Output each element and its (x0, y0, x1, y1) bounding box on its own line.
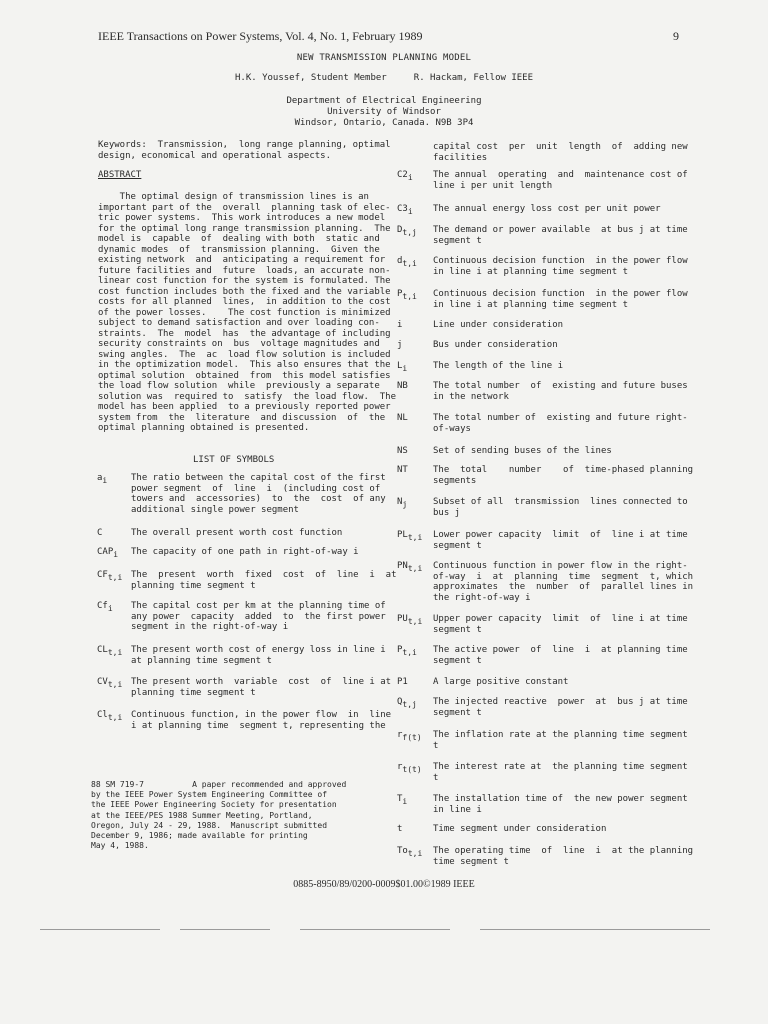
authors: H.K. Youssef, Student Member R. Hackam, Fellow IEEE (234, 73, 533, 83)
symbol-base: NL (397, 413, 408, 423)
symbol-definition: The present worth fixed cost of line i at planning time segment t (131, 570, 397, 591)
symbol (97, 677, 122, 690)
symbol-subscript: t,i (107, 572, 123, 582)
symbol-definition: The overall present worth cost function (131, 528, 343, 538)
symbol (397, 225, 417, 238)
symbol-definition: Time segment under consideration (433, 824, 607, 834)
symbol (397, 381, 408, 392)
symbol (397, 320, 402, 331)
symbol (397, 289, 417, 302)
symbol-subscript: t,i (407, 563, 423, 573)
symbol-definition: The operating time of line i at the planning time segment t (433, 846, 694, 867)
symbol-base: C2 (397, 170, 408, 180)
symbol-subscript: i (402, 363, 408, 373)
symbol-base: t (397, 824, 403, 834)
symbol-definition: Subset of all transmission lines connected to bus j (433, 497, 688, 518)
scan-rule (300, 929, 450, 930)
symbol-base: C3 (397, 204, 408, 214)
symbol-subscript: t,i (407, 532, 423, 542)
symbol-base: a (97, 473, 103, 483)
symbol-definition: Continuous decision function in the power flow in line i at planning time segment t (433, 289, 688, 310)
symbol-definition: A large positive constant (433, 677, 569, 687)
symbol-subscript: t,i (402, 647, 417, 657)
symbol-base: r (397, 730, 403, 740)
symbol (397, 824, 402, 835)
symbol-base: D (397, 225, 403, 235)
symbol (397, 340, 402, 351)
scan-rule (180, 929, 270, 930)
symbol-base: r (397, 762, 403, 772)
symbol-base: NB (397, 381, 408, 391)
symbol-definition: The present worth cost of energy loss in line i at planning time segment t (131, 645, 386, 666)
symbol (397, 846, 422, 859)
keywords: Keywords: Transmission, long range planning, optimal design, economical and operational aspects. (98, 140, 391, 161)
symbol-base: PL (397, 530, 408, 540)
symbol-base: P1 (397, 677, 408, 687)
symbol-subscript: i (402, 796, 408, 806)
symbol-base: CL (97, 645, 108, 655)
symbol (397, 614, 422, 627)
paper-title: NEW TRANSMISSION PLANNING MODEL (296, 53, 472, 63)
symbol-definition: The ratio between the capital cost of the first power segment of line i (including cost of towers and accessories) to the cost of any additional single power segment (131, 473, 386, 515)
symbol-subscript: t,j (402, 227, 417, 237)
symbol-base: CV (97, 677, 108, 687)
symbol-subscript: t,i (107, 679, 123, 689)
symbol-definition: The present worth variable cost of line i at planning time segment t (131, 677, 392, 698)
scan-rule (480, 929, 710, 930)
symbol-base: i (397, 320, 403, 330)
symbol (397, 256, 417, 269)
symbol (397, 530, 422, 543)
symbol (97, 528, 102, 539)
journal-header: IEEE Transactions on Power Systems, Vol. 4, No. 1, February 1989 (98, 29, 423, 43)
symbol-definition: The total number of existing and future right- of-ways (433, 413, 688, 434)
symbol-subscript: t,i (402, 291, 417, 301)
symbol (397, 697, 417, 710)
symbol (397, 204, 413, 217)
symbol-base: P (397, 289, 403, 299)
symbol-definition: The active power of line i at planning time segment t (433, 645, 688, 666)
symbol-subscript: t,i (107, 712, 123, 722)
symbol-definition: Continuous decision function in the power flow in line i at planning time segment t (433, 256, 688, 277)
symbol-subscript: i (102, 475, 108, 485)
symbol-subscript: t,i (407, 848, 423, 858)
symbol-definition: Lower power capacity limit of line i at time segment t (433, 530, 688, 551)
symbol-base: C (97, 528, 103, 538)
symbol (397, 730, 422, 743)
symbol-base: Cl (97, 710, 108, 720)
symbol (397, 170, 413, 183)
symbol-base: Cf (97, 601, 108, 611)
page-number: 9 (673, 29, 679, 43)
symbol (397, 465, 408, 476)
symbol-definition: capital cost per unit length of adding new facilities (433, 142, 688, 163)
symbol-subscript: t,j (402, 699, 417, 709)
symbol (97, 473, 107, 486)
symbol-definition: The demand or power available at bus j at time segment t (433, 225, 688, 246)
symbol-base: CF (97, 570, 108, 580)
symbol (397, 677, 408, 688)
symbol (397, 762, 422, 775)
symbol-subscript: j (402, 499, 408, 509)
symbol-definition: Set of sending buses of the lines (433, 446, 612, 456)
abstract-text: The optimal design of transmission lines is an important part of the overall planning task of elec- tric power systems. This work introduces a new model for the optimal long range transmission planning. The model is capable of dealing with both static and dynamic modes of transmission planning. Given the existing network and anticipating a requirement for future facilities and future loads, an accurate non- linear cost function for the system is formulated. The cost function includes both the fixed and the variable costs for all planned lines, in addition to the cost of the power losses. The cost function is minimized subject to demand satisfaction and over loading con- straints. The model has the advantage of including security constraints on bus voltage magnitudes and swing angles. The ac load flow solution is included in the optimization model. This also ensures that the optimal solution obtained from this model satisfies the load flow solution while previously a separate solution was required to satisfy the load flow. The model has been applied to a previously reported power system from the literature and discussion of the optimal planning obtained is presented. (98, 192, 397, 433)
symbol-base: NS (397, 446, 408, 456)
symbol-definition: The installation time of the new power segment in line i (433, 794, 688, 815)
symbol (97, 645, 122, 658)
symbol-definition: Continuous function, in the power flow in line i at planning time segment t, representing the (131, 710, 392, 731)
symbol-base: L (397, 361, 403, 371)
affiliation-university: University of Windsor (327, 107, 441, 117)
symbol-base: d (397, 256, 403, 266)
symbol-subscript: i (107, 603, 113, 613)
symbol-definition: The annual energy loss cost per unit power (433, 204, 661, 214)
symbol-definition: Bus under consideration (433, 340, 558, 350)
symbol-definition: Upper power capacity limit of line i at time segment t (433, 614, 688, 635)
symbol-definition: The injected reactive power at bus j at time segment t (433, 697, 688, 718)
symbol-subscript: t(t) (402, 764, 422, 774)
symbol-subscript: t,i (407, 616, 423, 626)
affiliation-department: Department of Electrical Engineering (286, 96, 482, 106)
symbol (397, 645, 417, 658)
symbol-definition: Continuous function in power flow in the right- of-way i at planning time segment t, which approximates the number of parallel lines in the right-of-way i (433, 561, 694, 603)
affiliation-address: Windsor, Ontario, Canada. N9B 3P4 (294, 118, 474, 128)
symbol-subscript: f(t) (402, 732, 422, 742)
symbol-base: Q (397, 697, 403, 707)
abstract-heading: ABSTRACT (98, 170, 142, 180)
symbol-subscript: i (407, 172, 413, 182)
symbol-base: PN (397, 561, 408, 571)
symbol (397, 561, 422, 574)
symbol-definition: The annual operating and maintenance cost of line i per unit length (433, 170, 688, 191)
symbol-base: PU (397, 614, 408, 624)
symbol-definition: Line under consideration (433, 320, 564, 330)
symbol (397, 446, 408, 457)
symbol-definition: The length of the line i (433, 361, 564, 371)
scan-rule (40, 929, 160, 930)
symbol-subscript: t,i (402, 258, 417, 268)
symbol-definition: The inflation rate at the planning time segment t (433, 730, 688, 751)
symbol-definition: The capacity of one path in right-of-way i (131, 547, 359, 557)
symbol (397, 413, 408, 424)
symbol-definition: The capital cost per km at the planning time of any power capacity added to the first power segment in the right-of-way i (131, 601, 386, 632)
symbol-base: P (397, 645, 403, 655)
symbol-definition: The interest rate at the planning time segment t (433, 762, 688, 783)
copyright-line: 0885-8950/89/0200-0009$01.00©1989 IEEE (293, 879, 475, 890)
symbol-base: N (397, 497, 403, 507)
symbol (397, 497, 407, 510)
symbol-base: To (397, 846, 408, 856)
symbol-definition: The total number of existing and future buses in the network (433, 381, 688, 402)
symbol (97, 570, 122, 583)
footnote: 88 SM 719-7 A paper recommended and approved by the IEEE Power System Engineering Committee of the IEEE Power Engineering Society for presentation at the IEEE/PES 1988 Summer Meeting, Portland, Oregon, July 24 - 29, 1988. Manuscript submitted December 9, 1986; made available for printing May 4, 1988. (91, 780, 347, 851)
symbol-base: NT (397, 465, 408, 475)
symbol (97, 601, 113, 614)
symbol-base: T (397, 794, 403, 804)
symbol-subscript: i (113, 549, 119, 559)
symbol (97, 710, 122, 723)
symbol (397, 361, 407, 374)
symbol (397, 794, 407, 807)
symbol-subscript: i (407, 206, 413, 216)
symbol (97, 547, 118, 560)
symbols-heading: LIST OF SYMBOLS (193, 455, 275, 465)
symbol-subscript: t,i (107, 647, 123, 657)
symbol-base: CAP (97, 547, 114, 557)
symbol-definition: The total number of time-phased planning segments (433, 465, 694, 486)
symbol-base: j (397, 340, 403, 350)
